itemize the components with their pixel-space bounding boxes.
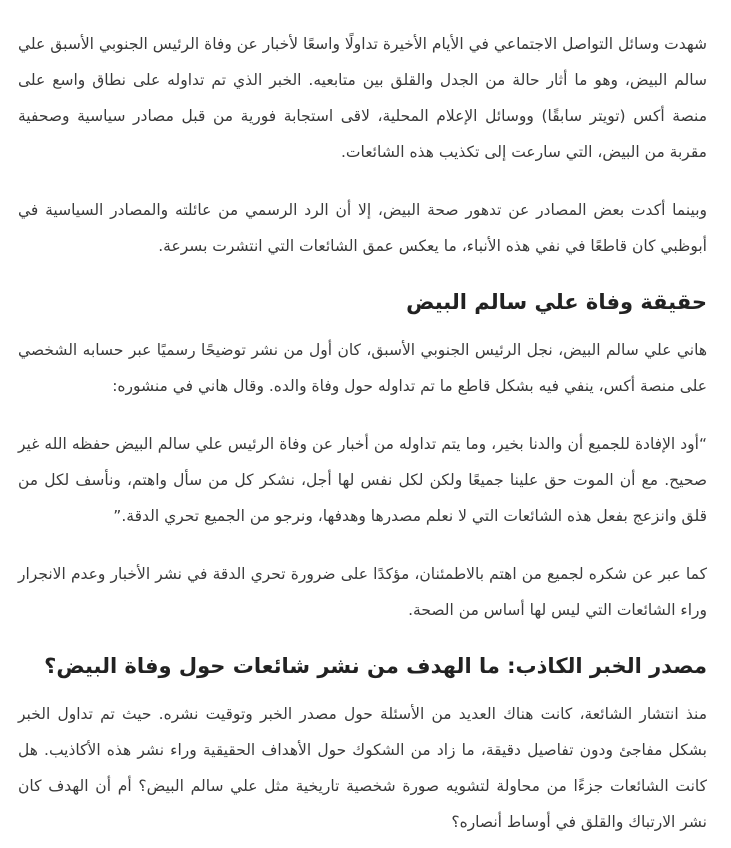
health-denial-paragraph: وبينما أكدت بعض المصادر عن تدهور صحة البيض، إلا أن الرد الرسمي من عائلته والمصادر السياسية في أبوظبي كان قاطعًا في نفي هذه الأنباء، ما يعكس عمق الشائعات التي انتشرت بسرعة.	[18, 201, 707, 255]
section-heading-source: مصدر الخبر الكاذب: ما الهدف من نشر شائعات حول وفاة البيض؟	[44, 654, 707, 678]
section-heading-truth: حقيقة وفاة علي سالم البيض	[406, 290, 707, 314]
intro-paragraph: شهدت وسائل التواصل الاجتماعي في الأيام الأخيرة تداولًا واسعًا لأخبار عن وفاة الرئيس الجنوبي الأسبق علي سالم البيض، وهو ما أثار حالة من الجدل والقلق بين متابعيه. الخبر الذي تم تداوله على نطاق واسع على منصة أكس (تويتر سابقًا) ووسائل الإعلام المحلية، لاقى استجابة فورية من قبل مصادر سياسية وصحفية مقربة من البيض، التي سارعت إلى تكذيب هذه الشائعات.	[18, 35, 707, 161]
source-questions-paragraph: منذ انتشار الشائعة، كانت هناك العديد من الأسئلة حول مصدر الخبر وتوقيت نشره. حيث تم تداول الخبر بشكل مفاجئ ودون تفاصيل دقيقة، ما زاد من الشكوك حول الأهداف الحقيقية وراء نشر هذه الأكاذيب. هل كانت الشائعات جزءًا من محاولة لتشويه صورة شخصية تاريخية مثل علي سالم البيض؟ أم أن الهدف كان نشر الارتباك والقلق في أوساط أنصاره؟	[18, 705, 707, 831]
son-statement-intro: هاني علي سالم البيض، نجل الرئيس الجنوبي الأسبق، كان أول من نشر توضيحًا رسميًا عبر حسابه الشخصي على منصة أكس، ينفي فيه بشكل قاطع ما تم تداوله حول وفاة والده. وقال هاني في منشوره:	[18, 341, 707, 395]
thanks-paragraph: كما عبر عن شكره لجميع من اهتم بالاطمئنان، مؤكدًا على ضرورة تحري الدقة في نشر الأخبار وعدم الانجرار وراء الشائعات التي ليس لها أساس من الصحة.	[18, 565, 707, 619]
son-statement-quote: “أود الإفادة للجميع أن والدنا بخير، وما يتم تداوله من أخبار عن وفاة الرئيس علي سالم البيض حفظه الله غير صحيح. مع أن الموت حق علينا جميعًا ولكن لكل نفس لها أجل، نشكر كل من سأل واهتم، ونأسف لكل من قلق وانزعج بفعل هذه الشائعات التي لا نعلم مصدرها وهدفها، ونرجو من الجميع تحري الدقة.”	[18, 435, 707, 525]
